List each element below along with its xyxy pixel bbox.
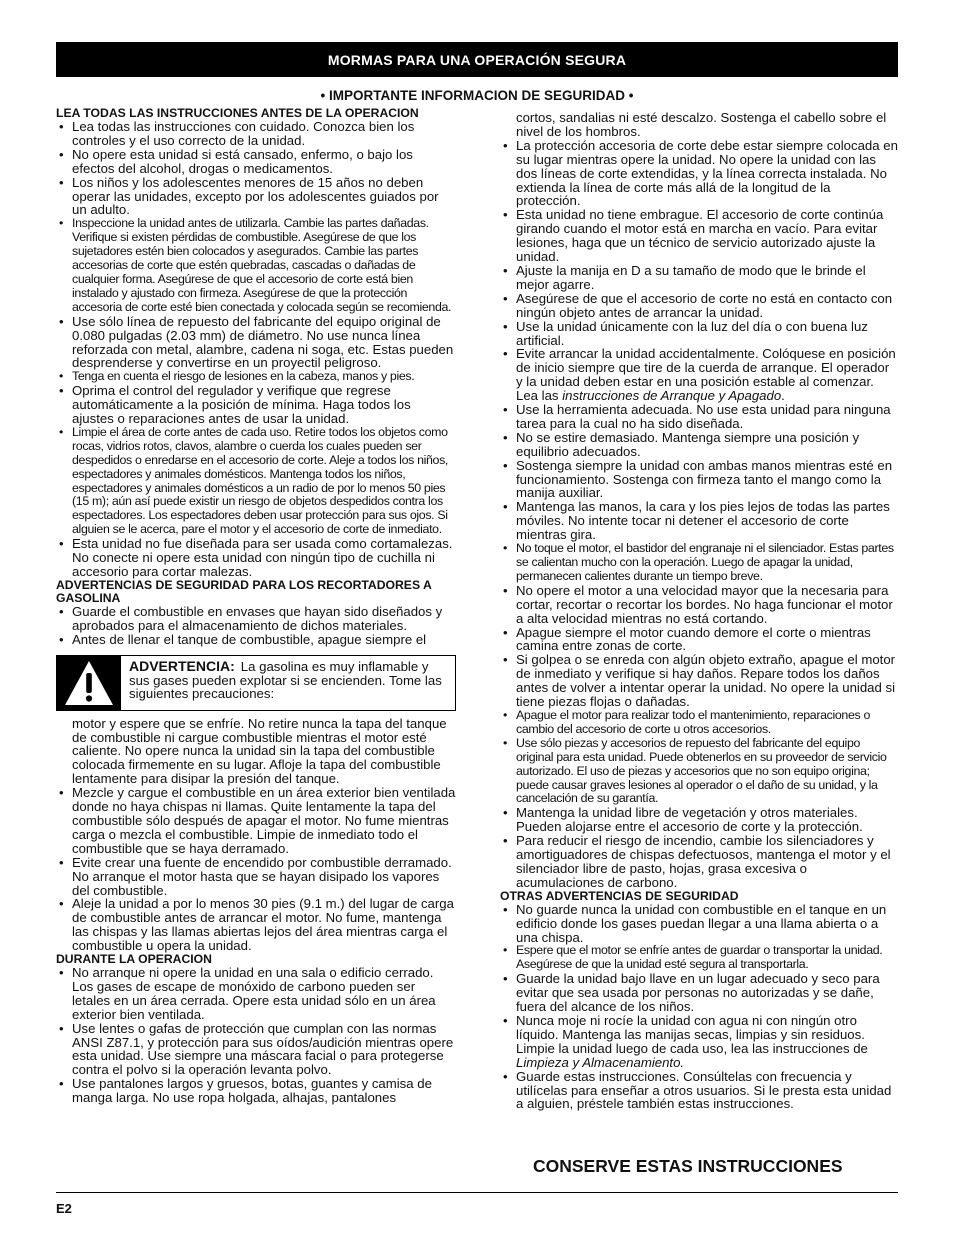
list-item: • Use lentes o gafas de protección que cumplan con las normas ANSI Z87.1, y protección para sus oídos/audición mientras opere esta unidad. Use siempre una máscara facial o para protegerse contra el polvo si la operación levanta polvo. bbox=[56, 1022, 456, 1078]
warning-body: La gasolina es muy inflamable y sus gases pueden explotar si se encienden. Tome las siguientes precauciones: bbox=[129, 658, 442, 702]
list-item: • Mantenga las manos, la cara y los pies lejos de todas las partes móviles. No intente tocar ni detener el accesorio de corte mientras gira. bbox=[500, 500, 898, 542]
footer-divider bbox=[56, 1192, 898, 1193]
list-item: • Use sólo línea de repuesto del fabricante del equipo original de 0.080 pulgadas (2.03 mm) de diámetro. No use nunca línea reforzada con metal, alambre, cadena ni soga, etc. Estas pueden desprenderse y convertirse en un proyectil peligroso. bbox=[56, 315, 456, 371]
warning-triangle-icon bbox=[63, 659, 115, 707]
list-item: • Use la herramienta adecuada. No use esta unidad para ninguna tarea para la cual no ha sido diseñada. bbox=[500, 403, 898, 431]
gasoline-warnings-list-continued bbox=[56, 786, 456, 953]
section-title-read-instructions: LEA TODAS LAS INSTRUCCIONES ANTES DE LA OPERACION bbox=[56, 106, 419, 120]
section-subtitle: • IMPORTANTE INFORMACION DE SEGURIDAD • bbox=[320, 88, 634, 103]
warning-icon-panel bbox=[57, 656, 121, 710]
list-item bbox=[500, 347, 898, 403]
list-item: • Esta unidad no tiene embrague. El accesorio de corte continúa girando cuando el motor está en marcha en vacío. Para evitar lesiones, haga que un técnico de servicio autorizado ajuste la unidad. bbox=[500, 208, 898, 264]
list-item: • No arranque ni opere la unidad en una sala o edificio cerrado. Los gases de escape de monóxido de carbono pueden ser letales en un área cerrada. Opere esta unidad sólo en un área exterior bien ventilada. bbox=[56, 966, 456, 1022]
section-title-gasoline-warnings: ADVERTENCIAS DE SEGURIDAD PARA LOS RECORTADORES A GASOLINA bbox=[56, 577, 432, 605]
left-column bbox=[56, 107, 456, 1105]
during-operation-list bbox=[56, 966, 456, 1105]
text: Nunca moje ni rocíe la unidad con agua ni con ningún otro líquido. Mantenga las manijas secas, limpias y sin residuos. Limpie la unidad luego de cada uso, lea las instrucciones de bbox=[516, 1013, 868, 1056]
list-item: • Mantenga la unidad libre de vegetación y otros materiales. Pueden alojarse entre el accesorio de corte y la protección. bbox=[500, 806, 898, 834]
list-item: • Evite crear una fuente de encendido por combustible derramado. No arranque el motor hasta que se hayan disipado los vapores del combustible. bbox=[56, 856, 456, 898]
conserve-instructions-heading: CONSERVE ESTAS INSTRUCCIONES bbox=[533, 1156, 843, 1176]
list-item: • No opere el motor a una velocidad mayor que la necesaria para cortar, recortar o recortar los bordes. No haga funcionar el motor a alta velocidad mientras no está cortando. bbox=[500, 584, 898, 626]
list-item: • No toque el motor, el bastidor del engranaje ni el silenciador. Estas partes se calientan mucho con la operación. Luego de apagar la unidad, permanecen calientes durante un tiempo breve. bbox=[500, 542, 898, 584]
list-item: • Limpie el área de corte antes de cada uso. Retire todos los objetos como rocas, vidrios rotos, clavos, alambre o cuerda los cuales pueden ser despedidos o enredarse en el accesorio de corte. Aleje a todos los niños, espectadores y animales domésticos. Mantenga todos los niños, espectadores y animales domésticos a un radio de por lo menos 50 pies (15 m); aún así puede existir un riesgo de objetos despedidos contra los espectadores. Los espectadores deben usar protección para sus ojos. Si alguien se le acerca, pare el motor y el accesorio de corte de inmediato. bbox=[56, 426, 456, 537]
list-item: • Apague el motor para realizar todo el mantenimiento, reparaciones o cambio del accesorio de corte u otros accesorios. bbox=[500, 709, 898, 737]
list-item: • Guarde estas instrucciones. Consúltelas con frecuencia y utilícelas para enseñar a otros usuarios. Si le presta esta unidad a alguien, préstele también estas instrucciones. bbox=[500, 1070, 898, 1112]
list-item: • Si golpea o se enreda con algún objeto extraño, apague el motor de inmediato y verifique si hay daños. Repare todos los daños antes de volver a intentar operar la unidad. No opere la unidad si tiene piezas flojas o dañadas. bbox=[500, 653, 898, 709]
warning-box bbox=[56, 655, 456, 711]
emphasis-text: instrucciones de Arranque y Apagado bbox=[562, 388, 782, 404]
text: . bbox=[781, 388, 785, 404]
page-header-bar bbox=[56, 42, 898, 77]
list-item: • Apague siempre el motor cuando demore el corte o mientras camina entre zonas de corte. bbox=[500, 626, 898, 654]
list-item: • Mezcle y cargue el combustible en un área exterior bien ventilada donde no haya chispas ni llamas. Quite lentamente la tapa del combustible sólo después de apagar el motor. No fume mientras carga o mezcla el combustible. Limpie de inmediato todo el combustible que se haya derramado. bbox=[56, 786, 456, 856]
list-item: • Use pantalones largos y gruesos, botas, guantes y camisa de manga larga. No use ropa holgada, alhajas, pantalones bbox=[56, 1077, 456, 1105]
page-title: MORMAS PARA UNA OPERACIÓN SEGURA bbox=[327, 51, 627, 68]
section-title-other-warnings: OTRAS ADVERTENCIAS DE SEGURIDAD bbox=[500, 888, 739, 903]
list-item: • No se estire demasiado. Mantenga siempre una posición y equilibrio adecuados. bbox=[500, 431, 898, 459]
warning-text bbox=[121, 656, 455, 702]
list-item: • Guarde la unidad bajo llave en un lugar adecuado y seco para evitar que sea usada por personas no autorizadas y se dañe, fuera del alcance de los niños. bbox=[500, 972, 898, 1014]
list-item: • No opere esta unidad si está cansado, enfermo, o bajo los efectos del alcohol, drogas o medicamentos. bbox=[56, 148, 456, 176]
list-item: • Antes de llenar el tanque de combustible, apague siempre el bbox=[56, 633, 456, 647]
right-column bbox=[500, 111, 898, 1111]
list-item: • Asegúrese de que el accesorio de corte no está en contacto con ningún objeto antes de arrancar la unidad. bbox=[500, 292, 898, 320]
list-item: • Espere que el motor se enfríe antes de guardar o transportar la unidad. Asegúrese de que la unidad esté segura al transportarla. bbox=[500, 944, 898, 972]
paragraph-continued: cortos, sandalias ni esté descalzo. Sostenga el cabello sobre el nivel de los hombros. bbox=[516, 110, 887, 139]
paragraph-continued: motor y espere que se enfríe. No retire nunca la tapa del tanque de combustible ni cargue combustible mientras el motor esté caliente. No opere nunca la unidad sin la tapa del combustible colocada firmemente en su lugar. Afloje la tapa del combustible lentamente para disipar la presión del tanque. bbox=[72, 715, 447, 787]
operation-list-continued bbox=[500, 139, 898, 890]
list-item: • Use sólo piezas y accesorios de repuesto del fabricante del equipo original para esta unidad. Puede obtenerlos en su proveedor de servicio autorizado. El uso de piezas y accesorios que no son equipo origina; puede causar graves lesiones al operador o el daño de su unidad, y la cancelación de su garantía. bbox=[500, 737, 898, 807]
list-item: • Ajuste la manija en D a su tamaño de modo que le brinde el mejor agarre. bbox=[500, 264, 898, 292]
list-item: • Para reducir el riesgo de incendio, cambie los silenciadores y amortiguadores de chispas defectuosos, mantenga el motor y el silenciador libre de pasto, hojas, grasa excesiva o acumulaciones de carbono. bbox=[500, 834, 898, 890]
list-item: • No guarde nunca la unidad con combustible en el tanque en un edificio donde los gases puedan llegar a una llama abierta o a una chispa. bbox=[500, 903, 898, 945]
list-item: • Lea todas las instrucciones con cuidado. Conozca bien los controles y el uso correcto de la unidad. bbox=[56, 120, 456, 148]
list-item: • La protección accesoria de corte debe estar siempre colocada en su lugar mientras opere la unidad. No opere la unidad con las dos líneas de corte extendidas, y la línea correcta instalada. No extienda la línea de corte más allá de la longitud de la protección. bbox=[500, 139, 898, 209]
list-item: • Guarde el combustible en envases que hayan sido diseñados y aprobados para el almacenamiento de dichos materiales. bbox=[56, 605, 456, 633]
list-item: • Tenga en cuenta el riesgo de lesiones en la cabeza, manos y pies. bbox=[56, 370, 456, 384]
warning-title: ADVERTENCIA: bbox=[129, 657, 235, 674]
section-title-during-operation: DURANTE LA OPERACION bbox=[56, 952, 212, 967]
gasoline-warnings-list bbox=[56, 605, 456, 647]
list-item bbox=[500, 1014, 898, 1070]
list-item: • Aleje la unidad a por lo menos 30 pies (9.1 m.) del lugar de carga de combustible antes de arrancar el motor. No fume, mantenga las chispas y las llamas abiertas lejos del área mientras carga el combustible u opera la unidad. bbox=[56, 897, 456, 953]
page-number: E2 bbox=[56, 1201, 72, 1216]
list-item: • Oprima el control del regulador y verifique que regrese automáticamente a la posición de mínima. Haga todos los ajustes o reparaciones antes de usar la unidad. bbox=[56, 384, 456, 426]
text: Evite arrancar la unidad accidentalmente. Colóquese en posición de inicio siempre que tire de la cuerda de arranque. El operador y la unidad deben estar en una posición estable al comenzar. Lea las bbox=[516, 346, 896, 404]
other-warnings-list bbox=[500, 903, 898, 1112]
read-instructions-list bbox=[56, 120, 456, 579]
list-item: • Inspeccione la unidad antes de utilizarla. Cambie las partes dañadas. Verifique si existen pérdidas de combustible. Asegúrese de que los sujetadores estén bien colocados y asegurados. Cambie las partes accesorias de corte que estén quebradas, cascadas o dañadas de cualquier forma. Asegúrese de que el accesorio de corte está bien instalado y ajustado con firmeza. Asegúrese de que la protección accesoria de corte esté bien conectada y colocada según se recomienda. bbox=[56, 217, 456, 314]
emphasis-text: Limpieza y Almacenamiento. bbox=[516, 1054, 685, 1070]
list-item: • Esta unidad no fue diseñada para ser usada como cortamalezas. No conecte ni opere esta unidad con ningún tipo de cuchilla ni accesorio para cortar malezas. bbox=[56, 537, 456, 579]
list-item: • Los niños y los adolescentes menores de 15 años no deben operar las unidades, excepto por los adolescentes guiados por un adulto. bbox=[56, 176, 456, 218]
list-item: • Sostenga siempre la unidad con ambas manos mientras esté en funcionamiento. Sostenga con firmeza tanto el mango como la manija auxiliar. bbox=[500, 459, 898, 501]
list-item: • Use la unidad únicamente con la luz del día o con buena luz artificial. bbox=[500, 320, 898, 348]
